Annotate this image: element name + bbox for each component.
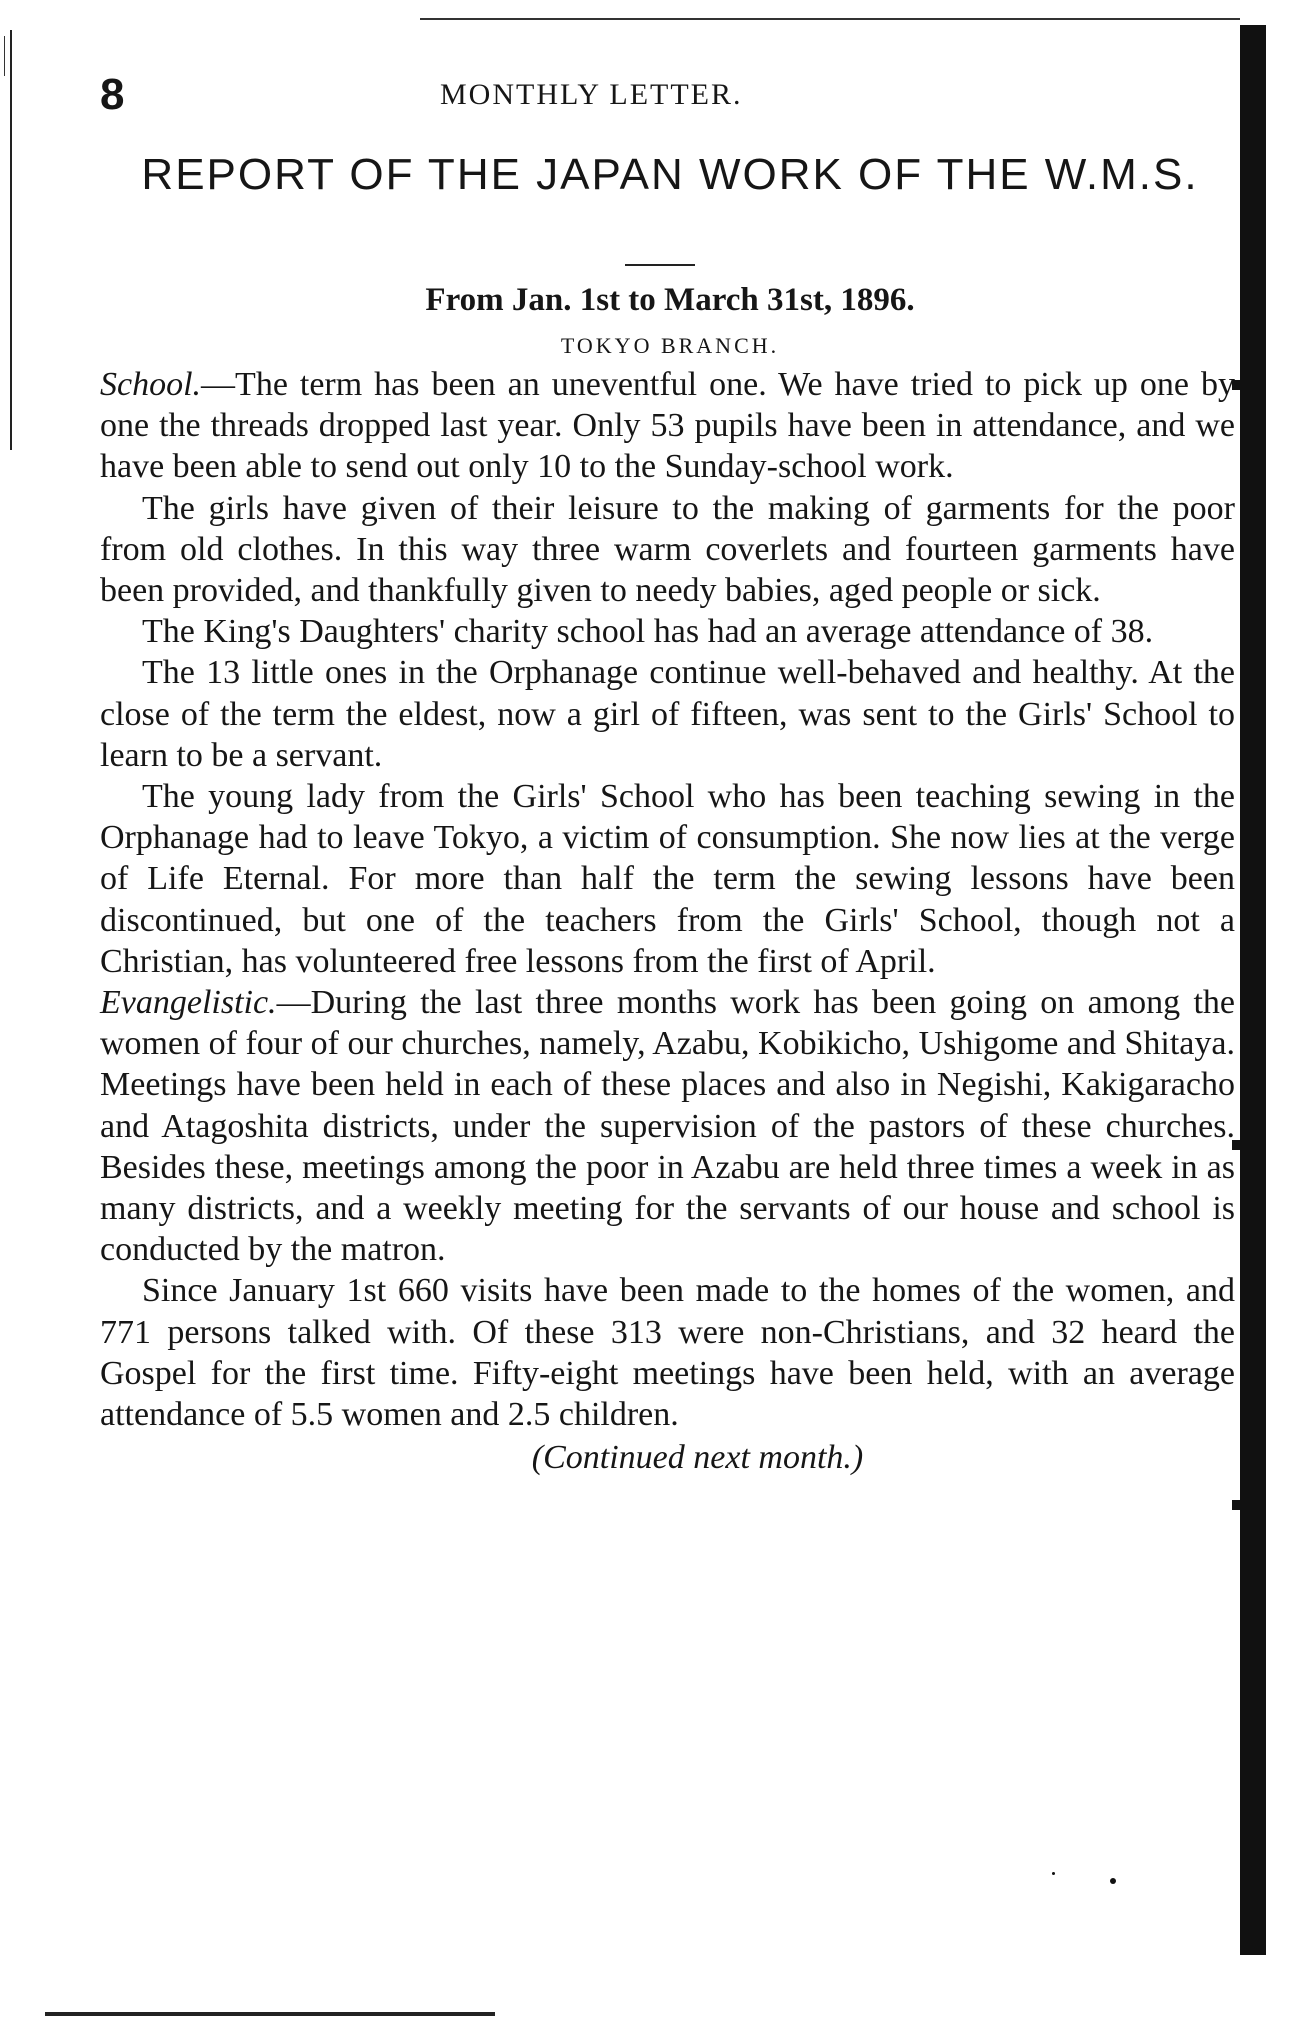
page-number: 8 — [100, 70, 125, 119]
scan-bottom-rule — [45, 2012, 495, 2016]
paragraph-evangelistic — [100, 982, 1235, 1270]
running-head: MONTHLY LETTER. — [440, 78, 743, 111]
paragraph-school — [100, 364, 1235, 488]
scan-binding-edge — [1240, 25, 1266, 1955]
report-body — [100, 364, 1235, 1478]
continued-note: (Continued next month.) — [531, 1439, 864, 1477]
paragraph-visits: Since January 1st 660 visits have been made to the homes of the women, and 771 persons talked with. Of these 313 were non-Christians, and 32 heard the Gospel for the first time. Fifty-eight meetings have been held, with an average attendance of 5.5 women and 2.5 children. — [100, 1272, 1235, 1434]
scan-edge-mark — [4, 36, 5, 76]
report-date-range: From Jan. 1st to March 31st, 1896. — [425, 282, 915, 318]
report-title: REPORT OF THE JAPAN WORK OF THE W.M.S. — [141, 150, 1199, 199]
paragraph-text: —The term has been an uneventful one. We have tried to pick up one by one the threads dropped last year. Only 53 pupils have been in attendance, and we have been able to send out only 10 to the Sunday-school work. — [100, 366, 1235, 486]
paragraph-orphanage: The 13 little ones in the Orphanage continue well-behaved and healthy. At the close of the term the eldest, now a girl of fifteen, was sent to the Girls' School to learn to be a servant. — [100, 654, 1235, 774]
section-heading-evangelistic: Evangelistic. — [100, 984, 277, 1022]
scan-speck — [1052, 1872, 1055, 1875]
paragraph-garments: The girls have given of their leisure to the making of garments for the poor from old clothes. In this way three warm coverlets and fourteen garments have been provided, and thankfully given to needy babies, aged people or sick. — [100, 489, 1235, 610]
scan-edge-left — [10, 30, 12, 450]
scan-top-rule — [420, 18, 1240, 20]
title-divider — [625, 264, 695, 266]
paragraph-text: —During the last three months work has been going on among the women of four of our churches, namely, Azabu, Kobikicho, Ushigome and Shitaya. Meetings have been held in each of these places and also in Negishi, Kakigaracho and Atagoshita districts, under the supervision of the pastors of these churches. Besides these, meetings among the poor in Azabu are held three times a week in as many districts, and a weekly meeting for the servants of our house and school is conducted by the matron. — [100, 984, 1235, 1269]
scan-edge-notch — [1232, 1500, 1244, 1510]
paragraph-charity-school: The King's Daughters' charity school has had an average attendance of 38. — [142, 613, 1154, 651]
section-heading-school: School. — [100, 366, 202, 403]
scan-speck — [1110, 1878, 1116, 1884]
paragraph-sewing: The young lady from the Girls' School who has been teaching sewing in the Orphanage had to leave Tokyo, a victim of consumption. She now lies at the verge of Life Eternal. For more than half the term the sewing lessons have been discontinued, but one of the teachers from the Girls' School, though not a Christian, has volunteered free lessons from the first of April. — [100, 778, 1235, 980]
branch-heading: TOKYO BRANCH. — [560, 333, 780, 358]
